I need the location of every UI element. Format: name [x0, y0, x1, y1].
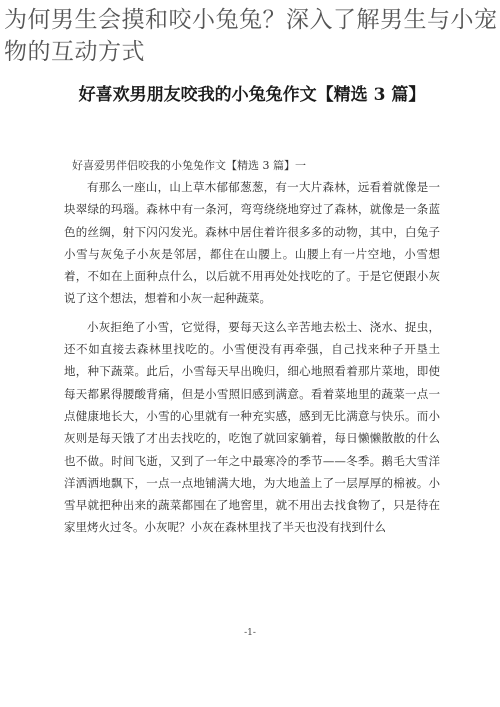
article-headline: 为何男生会摸和咬小兔兔？深入了解男生与小宠物的互动方式 [4, 7, 498, 65]
document-title: 好喜欢男朋友咬我的小兔兔作文【精选 3 篇】 [78, 85, 426, 105]
document-subtitle: 好喜爱男伴侣咬我的小兔兔作文【精选 3 篇】一 [72, 159, 306, 172]
page-number: -1- [244, 628, 256, 638]
body-paragraph-2: 小灰拒绝了小雪，它觉得，要每天这么辛苦地去松土、浇水、捉虫，还不如直接去森林里找吃的。小雪便没有再牵强，自己找来种子开垦土地，种下蔬菜。此后，小雪每天早出晚归，细心地照看着那片菜地，即使每天都累得腰酸背痛，但是小雪照旧感到满意。看着菜地里的蔬菜一点一点健康地长大，小雪的心里就有一种充实感，感到无比满意与快乐。而小灰则是每天饿了才出去找吃的，吃饱了就回家躺着，每日懒懒散散的什么也不做。时间飞逝，又到了一年之中最寒冷的季节——冬季。鹅毛大雪洋洋洒洒地飘下，一点一点地铺满大地，为大地盖上了一层厚厚的棉被。小雪早就把种出来的蔬菜都囤在了地窖里，就不用出去找食物了，只是待在家里烤火过冬。小灰呢？小灰在森林里找了半天也没有找到什么 [64, 319, 440, 535]
document-body [64, 176, 440, 545]
body-paragraph-1: 有那么一座山，山上草木郁郁葱葱，有一大片森林，远看着就像是一块翠绿的玛瑙。森林中有一条河，弯弯绕绕地穿过了森林，就像是一条蓝色的丝绸，射下闪闪发光。森林中居住着许很多多的动物，其中，白兔子小雪与灰兔子小灰是邻居，都住在山腰上。山腰上有一片空地，小雪想着，不如在上面种点什么，以后就不用再处处找吃的了。于是它便跟小灰说了这个想法，想着和小灰一起种蔬菜。 [64, 180, 440, 306]
document-page [0, 70, 500, 707]
